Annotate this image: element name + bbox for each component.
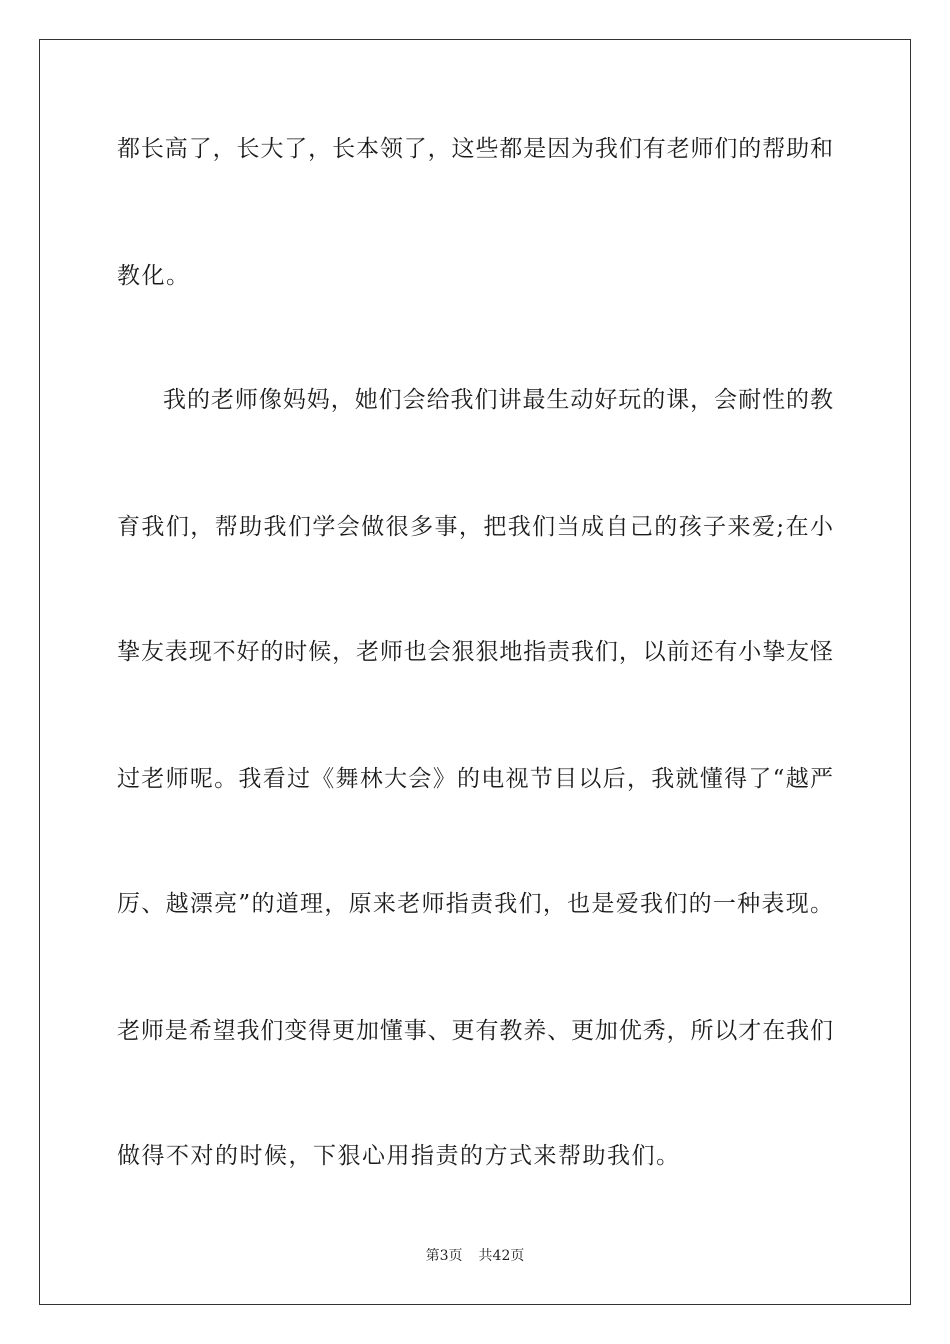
paragraph-line-9: 做得不对的时候，下狠心用指责的方式来帮助我们。	[117, 1143, 681, 1169]
paragraph-line-5: 挚友表现不好的时候，老师也会狠狠地指责我们，以前还有小挚友怪	[117, 639, 833, 665]
page-total: 共42页	[478, 1248, 525, 1264]
paragraph-line-2: 教化。	[117, 263, 191, 289]
page-number: 第3页	[425, 1248, 463, 1264]
paragraph-line-3: 我的老师像妈妈，她们会给我们讲最生动好玩的课，会耐性的教	[163, 387, 833, 413]
page-border	[39, 39, 911, 1305]
paragraph-line-4: 育我们，帮助我们学会做很多事，把我们当成自己的孩子来爱;在小	[117, 514, 833, 540]
page-footer	[0, 1246, 950, 1266]
paragraph-line-8: 老师是希望我们变得更加懂事、更有教养、更加优秀，所以才在我们	[117, 1018, 833, 1044]
paragraph-line-1: 都长高了，长大了，长本领了，这些都是因为我们有老师们的帮助和	[117, 136, 833, 162]
paragraph-line-7: 厉、越漂亮”的道理，原来老师指责我们，也是爱我们的一种表现。	[117, 891, 833, 917]
paragraph-line-6: 过老师呢。我看过《舞林大会》的电视节目以后，我就懂得了“越严	[117, 766, 833, 792]
